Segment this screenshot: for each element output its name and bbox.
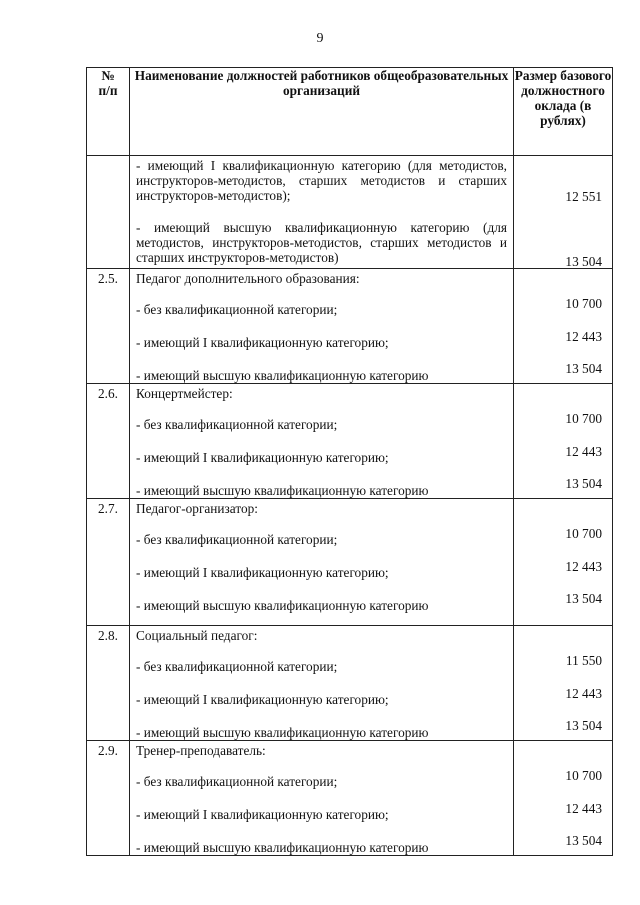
list-item-text: - имеющий высшую квалификационную категорию — [136, 368, 429, 383]
section-title: Педагог дополнительного образования: — [136, 271, 360, 286]
salary-value: 12 551 — [565, 189, 602, 204]
salary-value: 10 700 — [565, 296, 602, 311]
salary-value: 12 443 — [565, 686, 602, 701]
salary-value: 12 443 — [565, 329, 602, 344]
list-item-text: - имеющий I квалификационную категорию; — [136, 450, 389, 465]
salary-value: 12 443 — [565, 559, 602, 574]
name-cell — [130, 626, 514, 741]
section-number: 2.5. — [87, 269, 130, 384]
salary-cell — [514, 626, 613, 741]
salary-cell — [514, 269, 613, 384]
section-title: Педагог-организатор: — [136, 501, 258, 516]
table-header-row — [87, 68, 613, 156]
table-row — [87, 499, 613, 626]
num-cell — [87, 156, 130, 269]
header-salary: Размер базового должностного оклада (в рублях) — [514, 68, 613, 156]
table-row — [87, 384, 613, 499]
salary-value: 11 550 — [565, 653, 602, 668]
list-item-text: - без квалификационной категории; — [136, 659, 338, 674]
table-row — [87, 741, 613, 856]
section-number: 2.8. — [87, 626, 130, 741]
salary-value: 12 443 — [565, 801, 602, 816]
salary-value: 13 504 — [565, 718, 602, 733]
salary-value: 10 700 — [565, 526, 602, 541]
list-item-text: - имеющий высшую квалификационную категорию — [136, 598, 429, 613]
list-item-text: - без квалификационной категории; — [136, 774, 338, 789]
name-cell — [130, 499, 514, 626]
list-item-text: - имеющий высшую квалификационную категорию — [136, 725, 429, 740]
salary-cell — [514, 741, 613, 856]
salary-value: 13 504 — [565, 476, 602, 491]
list-item-text: - имеющий высшую квалификационную категорию — [136, 840, 429, 855]
salary-value: 13 504 — [565, 833, 602, 848]
table-row — [87, 269, 613, 384]
table-row — [87, 626, 613, 741]
section-title: Социальный педагог: — [136, 628, 258, 643]
salary-value: 12 443 — [565, 444, 602, 459]
name-cell — [130, 156, 514, 269]
list-item-text: - имеющий высшую квалификационную категорию — [136, 483, 429, 498]
salary-value: 13 504 — [565, 591, 602, 606]
salary-cell — [514, 499, 613, 626]
section-number: 2.9. — [87, 741, 130, 856]
section-number: 2.6. — [87, 384, 130, 499]
table-row-continuation — [87, 156, 613, 269]
section-title: Тренер-преподаватель: — [136, 743, 266, 758]
list-item-text: - без квалификационной категории; — [136, 532, 338, 547]
list-item-text: - имеющий I квалификационную категорию; — [136, 807, 389, 822]
salary-table — [86, 67, 613, 856]
page-number: 9 — [316, 31, 324, 46]
salary-cell — [514, 156, 613, 269]
list-item-text: - имеющий I квалификационную категорию; — [136, 565, 389, 580]
salary-value: 10 700 — [565, 411, 602, 426]
name-cell — [130, 741, 514, 856]
salary-value: 10 700 — [565, 768, 602, 783]
salary-cell — [514, 384, 613, 499]
name-cell — [130, 269, 514, 384]
list-item-text: - без квалификационной категории; — [136, 302, 338, 317]
list-item-text: - без квалификационной категории; — [136, 417, 338, 432]
header-num: № п/п — [87, 68, 130, 156]
section-title: Концертмейстер: — [136, 386, 233, 401]
name-cell — [130, 384, 514, 499]
list-item-text: - имеющий I квалификационную категорию (для методистов, инструкторов-методистов, старших методистов и старших инструкторов-методистов); — [136, 158, 507, 203]
salary-value: 13 504 — [565, 361, 602, 376]
list-item-text: - имеющий высшую квалификационную категорию (для методистов, инструкторов-методистов, старших методистов и старших инструкторов-методистов) — [136, 220, 507, 265]
list-item-text: - имеющий I квалификационную категорию; — [136, 692, 389, 707]
salary-value: 13 504 — [565, 254, 602, 269]
section-number: 2.7. — [87, 499, 130, 626]
list-item-text: - имеющий I квалификационную категорию; — [136, 335, 389, 350]
header-name: Наименование должностей работников общеобразовательных организаций — [130, 68, 514, 156]
